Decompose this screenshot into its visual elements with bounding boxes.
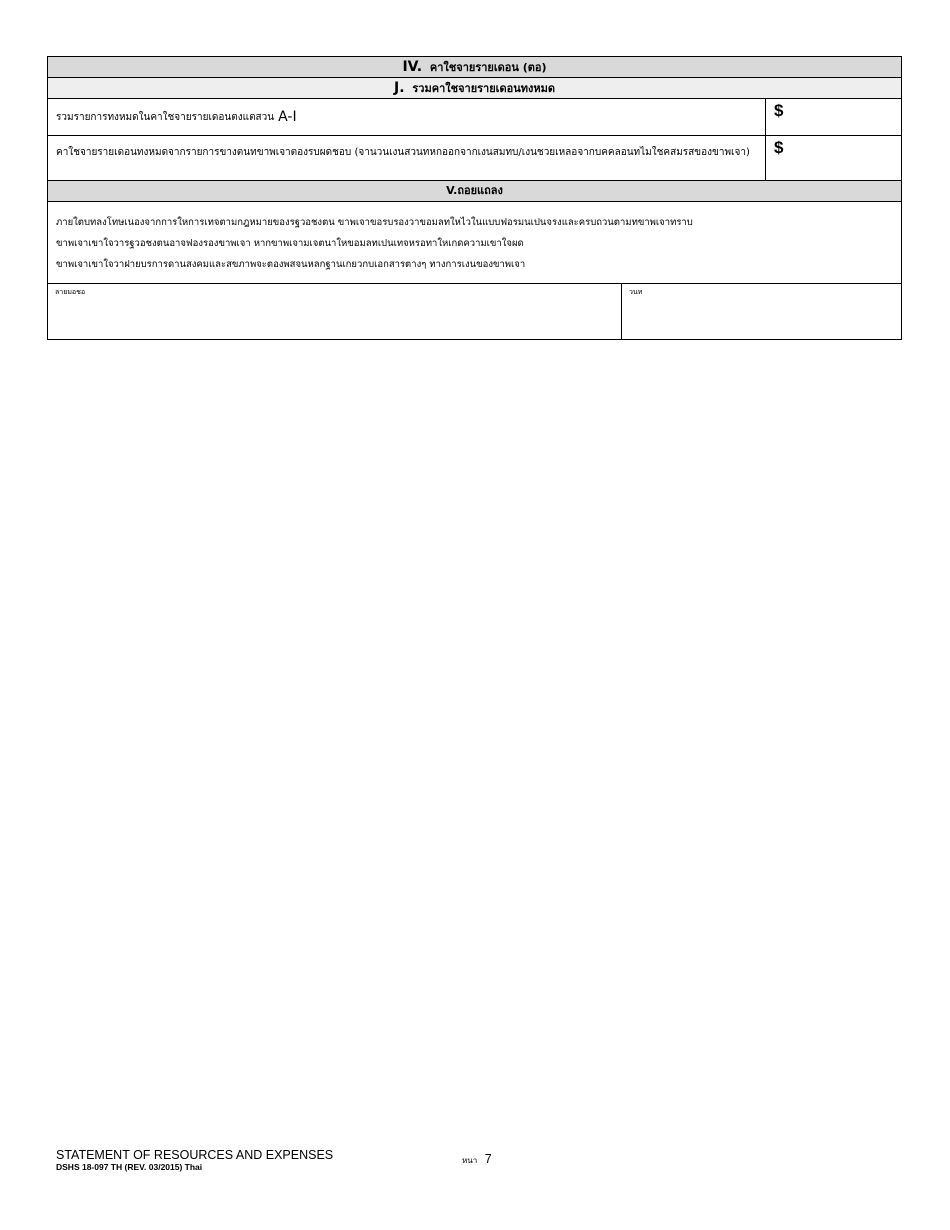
section-j-title: รวมคาใชจายรายเดอนทงหมด bbox=[412, 82, 555, 95]
form-footer bbox=[56, 1148, 333, 1172]
signature-row bbox=[48, 284, 901, 339]
section-iv-title: คาใชจายรายเดอน (ตอ) bbox=[429, 61, 547, 74]
page-number bbox=[462, 1150, 492, 1168]
page-label: หนา bbox=[462, 1156, 478, 1165]
section-iv-header bbox=[48, 57, 901, 78]
date-label: วนท bbox=[629, 288, 643, 296]
signature-field[interactable] bbox=[48, 284, 622, 339]
section-j-header bbox=[48, 78, 901, 99]
responsible-expenses-row bbox=[48, 136, 901, 181]
dollar-sign: $ bbox=[774, 101, 784, 120]
date-field[interactable] bbox=[622, 284, 901, 339]
section-v-title: V.ถอยแถลง bbox=[446, 184, 503, 197]
responsible-expenses-label: คาใชจายรายเดอนทงหมดจากรายการขางตนทขาพเจาตองรบผดชอบ (จานวนเงนสวนทหกออกจากเงนสมทบ/เงนชวยเหลอจากบคคลอนทไมใชคสมรสของขาพเจา) bbox=[48, 136, 766, 180]
total-expenses-text: รวมรายการทงหมดในคาใชจายรายเดอนตงแตสวน bbox=[56, 111, 275, 123]
statement-line: ภายใตบทลงโทษเนองจากการใหการเทจตามกฎหมายของรฐวอชงตน ขาพเจาขอรบรองวาขอมลทใหไวในแบบฟอรมนเปนจรงและครบถวนตามทขาพเจาทราบ bbox=[56, 217, 693, 228]
total-expenses-label bbox=[48, 99, 766, 135]
section-v-header bbox=[48, 181, 901, 202]
signature-label: ลายมอชอ bbox=[55, 288, 86, 296]
total-expenses-amount-field[interactable] bbox=[766, 99, 901, 135]
section-j-number: J. bbox=[394, 80, 405, 96]
form-code: DSHS 18-097 TH (REV. 03/2015) Thai bbox=[56, 1162, 203, 1172]
total-expenses-row bbox=[48, 99, 901, 136]
statement-line: ขาพเจาเขาใจวารฐวอชงตนอาจฟองรองขาพเจา หากขาพเจามเจตนาใหขอมลทเปนเทจหรอทาใหเกดความเขาใจผด bbox=[56, 238, 524, 249]
section-iv-number: IV. bbox=[402, 59, 423, 75]
certification-statement bbox=[48, 202, 901, 284]
statement-line: ขาพเจาเขาใจวาฝายบรการดานสงคมและสขภาพจะตองพสจนหลกฐานเกยวกบเอกสารตางๆ ทางการเงนของขาพเจา bbox=[56, 259, 526, 270]
section-range-ref: A-I bbox=[278, 109, 297, 125]
form-title: STATEMENT OF RESOURCES AND EXPENSES bbox=[56, 1148, 334, 1162]
dollar-sign: $ bbox=[774, 138, 784, 157]
responsible-expenses-amount-field[interactable] bbox=[766, 136, 901, 180]
page-number-value: 7 bbox=[484, 1152, 492, 1166]
expenses-form bbox=[47, 56, 902, 340]
